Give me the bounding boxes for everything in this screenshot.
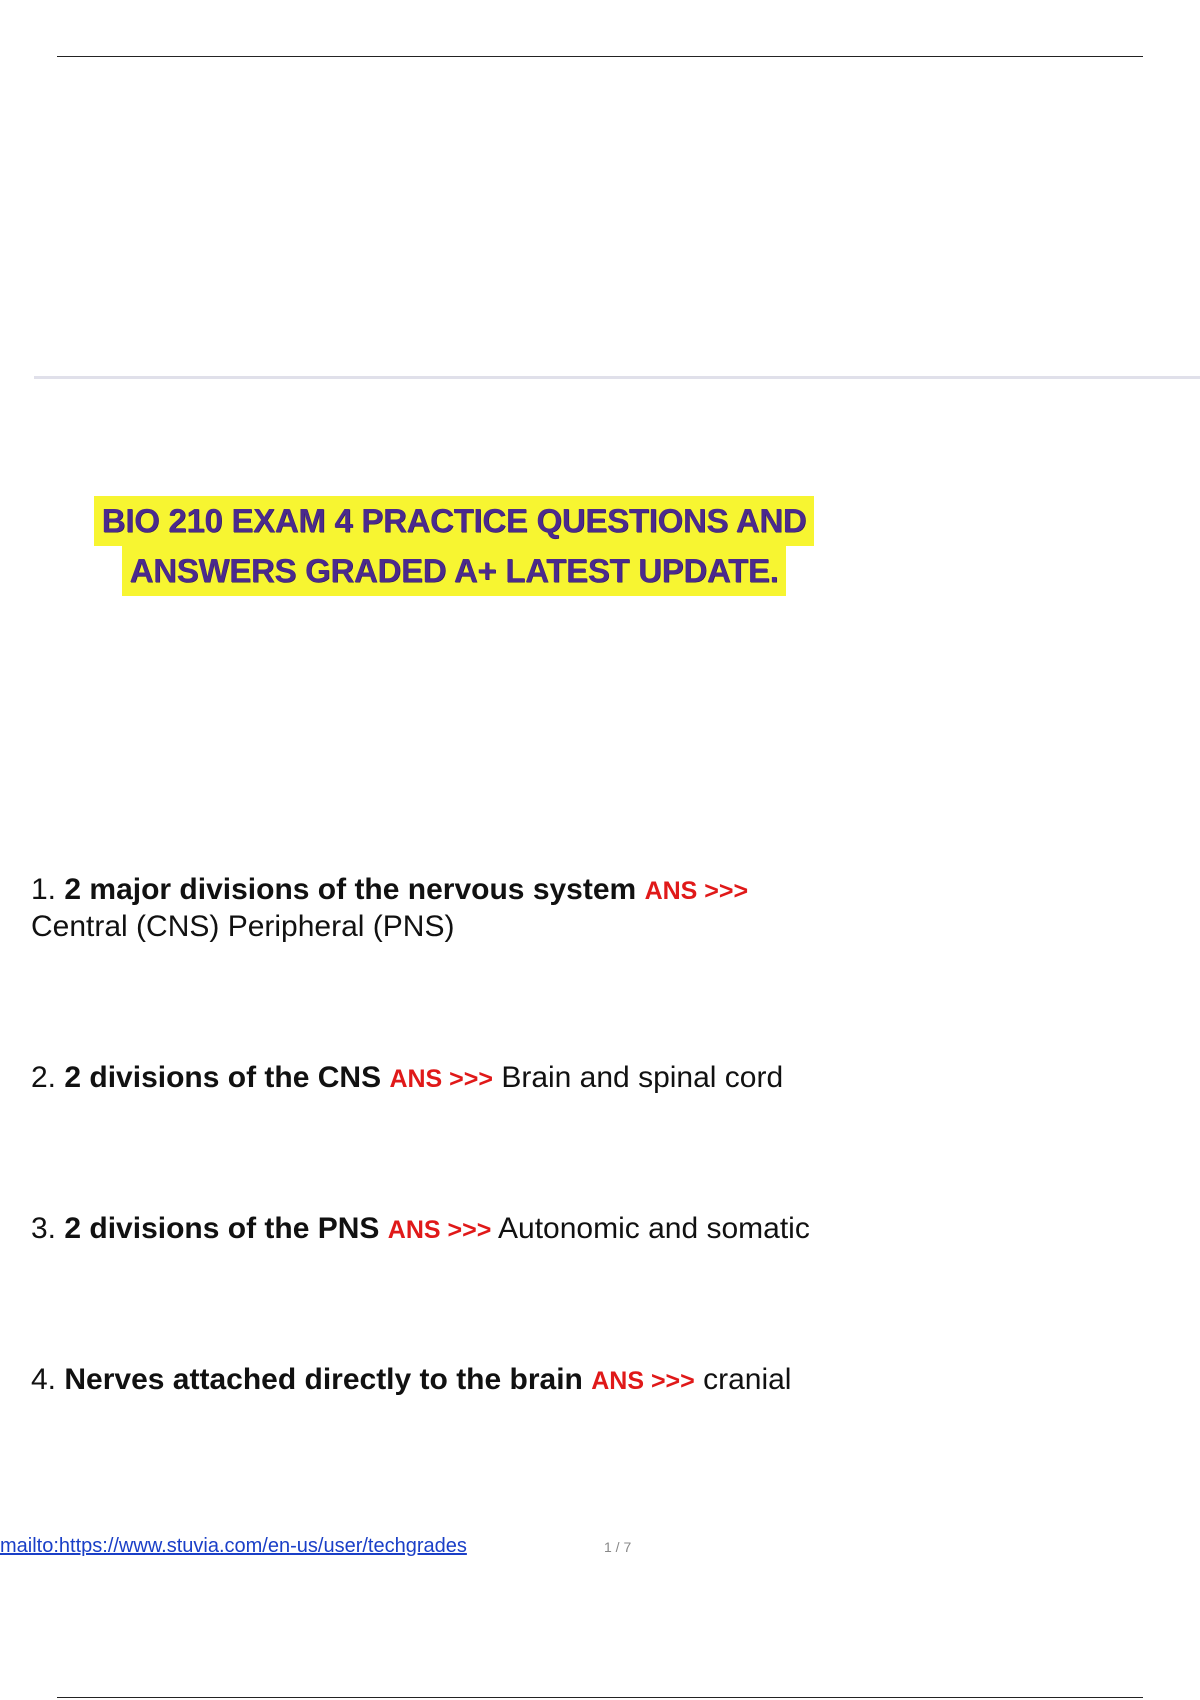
question-number: 2. (31, 1061, 57, 1094)
answer-marker: ANS >>> (387, 1216, 492, 1244)
header-divider (34, 376, 1200, 379)
title-line-1: BIO 210 EXAM 4 PRACTICE QUESTIONS AND (94, 496, 815, 546)
question-text: 2 divisions of the CNS (64, 1061, 382, 1094)
question-item-2 (31, 1060, 783, 1097)
document-title (74, 496, 834, 596)
question-item-1 (31, 872, 748, 945)
question-text: 2 major divisions of the nervous system (64, 873, 637, 906)
question-text: Nerves attached directly to the brain (64, 1363, 583, 1396)
answer-text: Brain and spinal cord (501, 1061, 784, 1094)
page-number: 1 / 7 (604, 1539, 632, 1555)
answer-text: Autonomic and somatic (498, 1212, 810, 1245)
answer-marker: ANS >>> (591, 1367, 695, 1395)
answer-text: Central (CNS) Peripheral (PNS) (31, 910, 455, 943)
question-item-3 (31, 1211, 810, 1248)
question-number: 3. (31, 1212, 57, 1245)
answer-marker: ANS >>> (389, 1065, 493, 1093)
stuvia-user-link[interactable]: mailto:https://www.stuvia.com/en-us/user/techgrades (0, 1535, 467, 1557)
question-text: 2 divisions of the PNS (64, 1212, 380, 1245)
question-number: 1. (31, 873, 57, 906)
question-item-4 (31, 1362, 791, 1399)
answer-text: cranial (703, 1363, 792, 1396)
bottom-rule (57, 1697, 1143, 1698)
top-rule (57, 56, 1143, 57)
question-number: 4. (31, 1363, 57, 1396)
answer-marker: ANS >>> (644, 877, 749, 905)
title-line-2: ANSWERS GRADED A+ LATEST UPDATE. (122, 546, 787, 596)
